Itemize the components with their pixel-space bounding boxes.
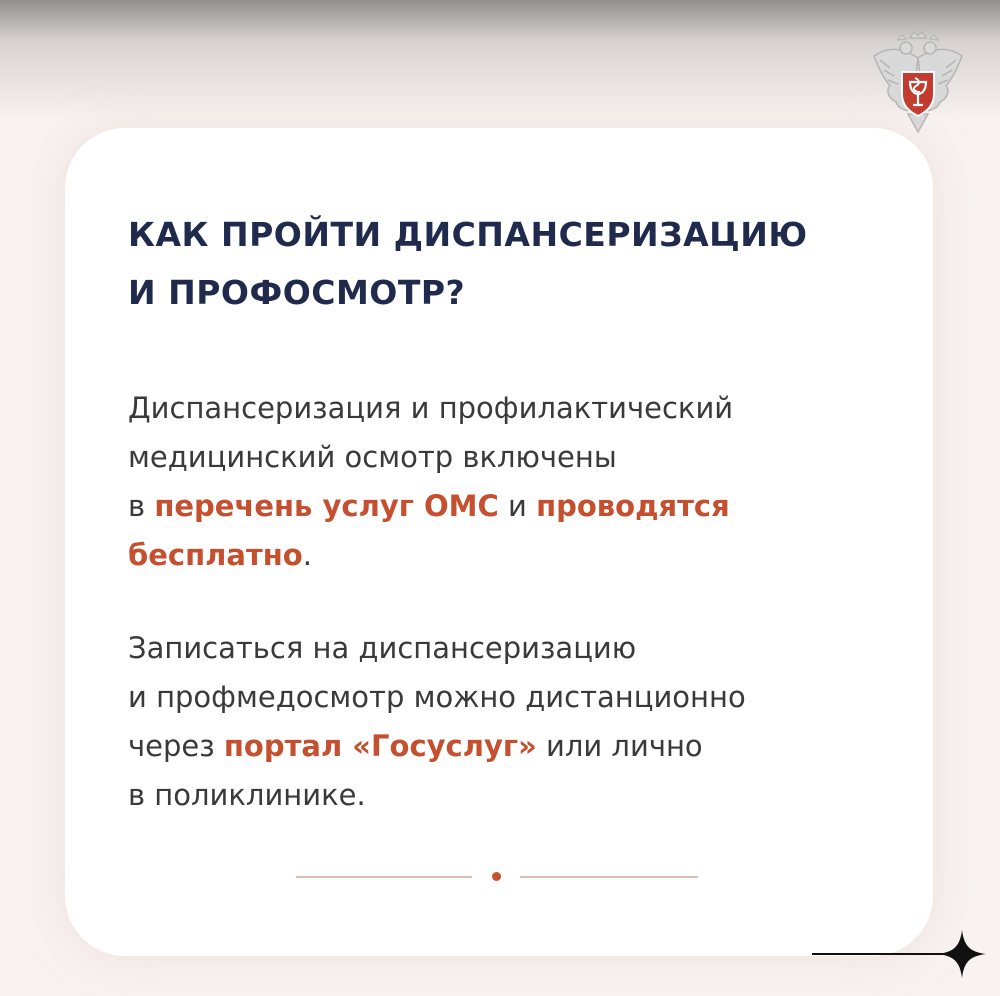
paragraph1-line-3-prefix: в — [128, 489, 155, 523]
paragraph2-line-4: в поликлинике. — [128, 778, 366, 812]
paragraph1-line-4-suffix: . — [302, 538, 312, 572]
page-title — [128, 206, 908, 322]
title-line-1: КАК ПРОЙТИ ДИСПАНСЕРИЗАЦИЮ — [128, 215, 808, 254]
paragraph-how-to-sign-up — [128, 624, 928, 820]
highlight-oms-list: перечень услуг ОМС — [154, 489, 499, 523]
paragraph2-line-1: Записаться на диспансеризацию — [128, 631, 637, 665]
top-shadow — [0, 0, 1000, 120]
paragraph2-line-2: и профмедосмотр можно дистанционно — [128, 680, 746, 714]
paragraph1-line-3-middle: и — [498, 489, 537, 523]
paragraph-free-services — [128, 384, 928, 580]
divider-right-line — [520, 876, 698, 878]
divider-dot — [492, 872, 501, 881]
sparkle-icon — [938, 930, 986, 978]
paragraph1-line-2: медицинский осмотр включены — [128, 440, 617, 474]
ministry-of-health-emblem-icon — [868, 28, 968, 138]
divider-left-line — [296, 876, 472, 878]
highlight-gosuslugi-portal: портал «Госуслуг» — [223, 729, 537, 763]
paragraph2-line-3-prefix: через — [128, 729, 224, 763]
highlight-free: бесплатно — [128, 538, 303, 572]
highlight-conducted: проводятся — [536, 489, 730, 523]
paragraph1-line-1: Диспансеризация и профилактический — [128, 391, 734, 425]
paragraph2-line-3-suffix: или лично — [536, 729, 703, 763]
title-line-2: И ПРОФОСМОТР? — [128, 273, 466, 312]
